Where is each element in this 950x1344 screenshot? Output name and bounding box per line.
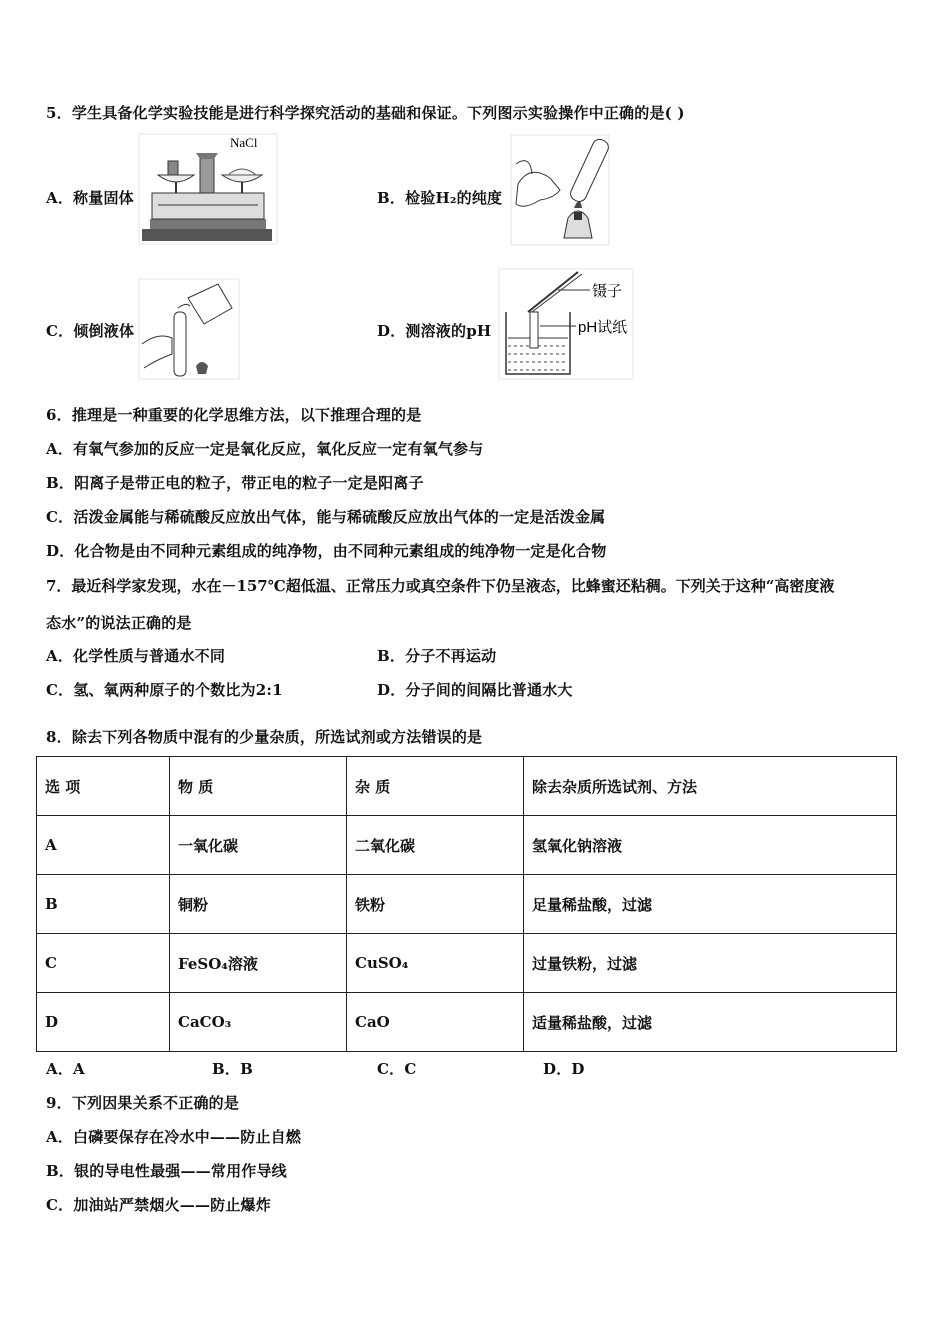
header-cell: 除去杂质所选试剂、方法 <box>524 757 897 816</box>
table-row <box>37 816 897 875</box>
q6-option-a[interactable]: A．有氧气参加的反应一定是氧化反应，氧化反应一定有氧气参与 <box>46 440 484 458</box>
pouring-liquid-figure <box>138 278 240 380</box>
table-row <box>37 875 897 934</box>
table-cell: CaO <box>347 993 524 1052</box>
table-cell: CuSO₄ <box>347 934 524 993</box>
q6-option-c[interactable]: C．活泼金属能与稀硫酸反应放出气体，能与稀硫酸反应放出气体的一定是活泼金属 <box>46 508 606 526</box>
table-cell: D <box>37 993 170 1052</box>
table-cell: 铜粉 <box>170 875 347 934</box>
q8-option-c[interactable]: C．C <box>377 1060 417 1078</box>
q9-option-b[interactable]: B．银的导电性最强——常用作导线 <box>46 1162 287 1180</box>
q5-option-c[interactable]: C．倾倒液体 <box>46 322 135 340</box>
table-cell: 适量稀盐酸，过滤 <box>524 993 897 1052</box>
table-cell: 过量铁粉，过滤 <box>524 934 897 993</box>
q6-option-d[interactable]: D．化合物是由不同种元素组成的纯净物，由不同种元素组成的纯净物一定是化合物 <box>46 542 607 560</box>
q7-option-c[interactable]: C．氢、氧两种原子的个数比为2:1 <box>46 681 283 699</box>
q9-stem: 9．下列因果关系不正确的是 <box>46 1094 240 1112</box>
q5-stem: 5．学生具备化学实验技能是进行科学探究活动的基础和保证。下列图示实验操作中正确的是( ) <box>46 104 685 122</box>
q8-option-b[interactable]: B．B <box>212 1060 253 1078</box>
table-cell: 氢氧化钠溶液 <box>524 816 897 875</box>
q9-option-a[interactable]: A．白磷要保存在冷水中——防止自燃 <box>46 1128 302 1146</box>
nacl-label: NaCl <box>230 135 258 150</box>
q7-option-b[interactable]: B．分子不再运动 <box>377 647 497 665</box>
table-row <box>37 934 897 993</box>
tweezers-label: 镊子 <box>592 282 623 300</box>
table-cell: A <box>37 816 170 875</box>
table-cell: 铁粉 <box>347 875 524 934</box>
q5-option-d[interactable]: D．测溶液的pH <box>377 322 492 340</box>
table-cell: 一氧化碳 <box>170 816 347 875</box>
q6-option-b[interactable]: B．阳离子是带正电的粒子，带正电的粒子一定是阳离子 <box>46 474 424 492</box>
q9-option-c[interactable]: C．加油站严禁烟火——防止爆炸 <box>46 1196 271 1214</box>
hydrogen-test-figure <box>510 134 610 246</box>
q6-stem: 6．推理是一种重要的化学思维方法，以下推理合理的是 <box>46 406 422 424</box>
q5-option-a[interactable]: A．称量固体 <box>46 189 134 207</box>
ph-paper-label: pH试纸 <box>578 319 628 336</box>
q7-option-a[interactable]: A．化学性质与普通水不同 <box>46 647 226 665</box>
q5-option-b[interactable]: B．检验H₂的纯度 <box>377 189 503 207</box>
q8-option-d[interactable]: D．D <box>543 1060 585 1078</box>
table-cell: 二氧化碳 <box>347 816 524 875</box>
q8-stem: 8．除去下列各物质中混有的少量杂质，所选试剂或方法错误的是 <box>46 728 483 746</box>
table-header-row <box>37 757 897 816</box>
table-cell: FeSO₄溶液 <box>170 934 347 993</box>
header-cell: 杂 质 <box>347 757 524 816</box>
q7-option-d[interactable]: D．分子间的间隔比普通水大 <box>377 681 573 699</box>
table-row <box>37 993 897 1052</box>
table-cell: 足量稀盐酸，过滤 <box>524 875 897 934</box>
ph-test-figure <box>498 268 634 380</box>
q8-option-a[interactable]: A．A <box>46 1060 85 1078</box>
q8-table <box>36 756 897 1052</box>
header-cell: 物 质 <box>170 757 347 816</box>
balance-figure <box>138 133 278 245</box>
table-cell: CaCO₃ <box>170 993 347 1052</box>
table-cell: B <box>37 875 170 934</box>
header-cell: 选 项 <box>37 757 170 816</box>
table-cell: C <box>37 934 170 993</box>
q7-stem-line1: 7．最近科学家发现，水在－157℃超低温、正常压力或真空条件下仍呈液态，比蜂蜜还粘稠。下列关于这种“高密度液 <box>46 577 835 595</box>
q7-stem-line2: 态水”的说法正确的是 <box>46 614 192 632</box>
